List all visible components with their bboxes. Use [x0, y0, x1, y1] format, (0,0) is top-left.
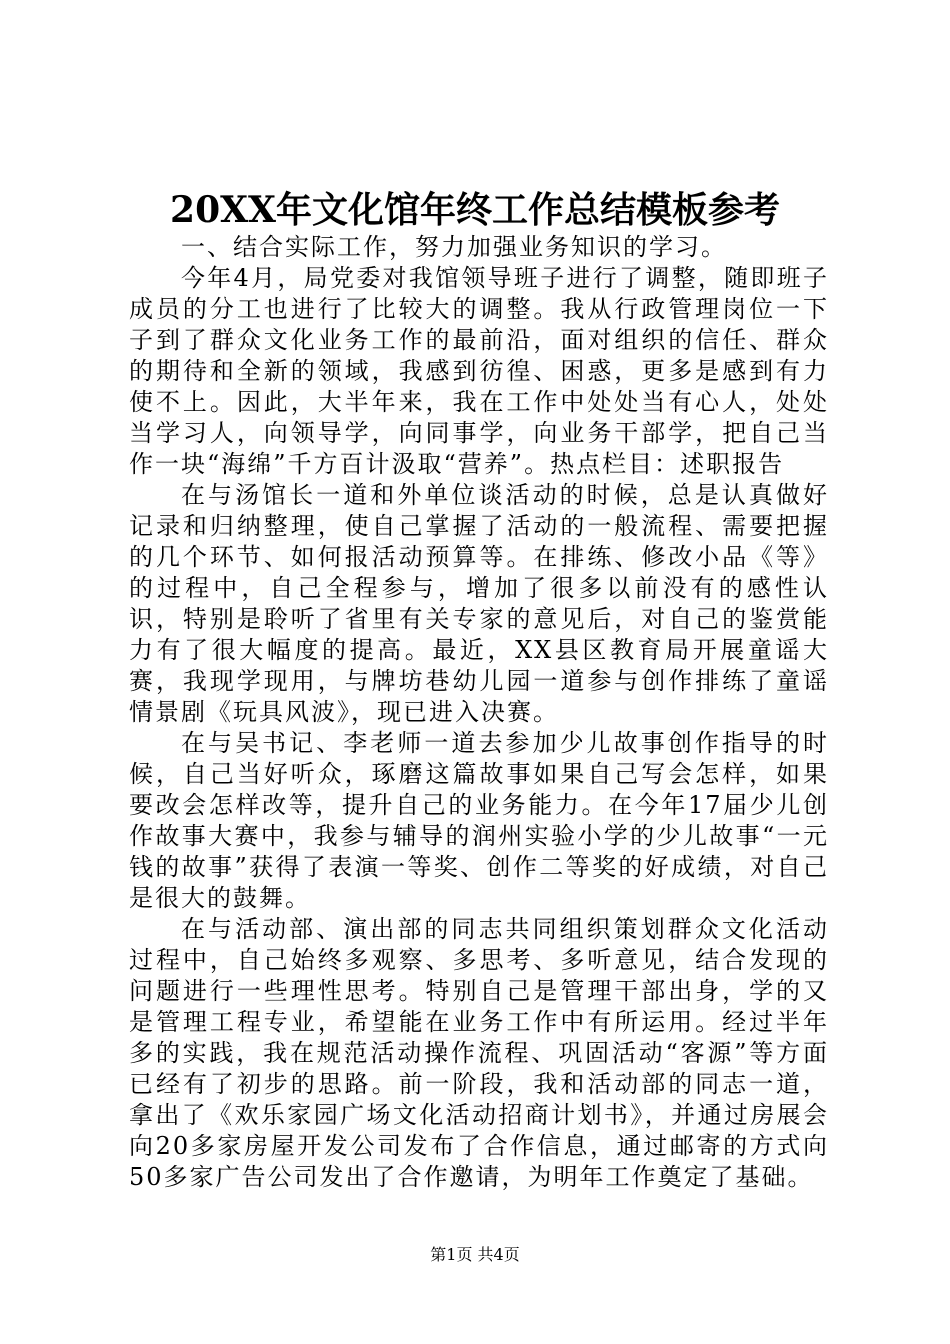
section-heading: 一、结合实际工作，努力加强业务知识的学习。 — [181, 233, 727, 261]
body-paragraph: 在与活动部、演出部的同志共同组织策划群众文化活动过程中，自己始终多观察、多思考、多听意见，结合发现的问题进行一些理性思考。特别自己是管理干部出身，学的又是管理工程专业，希望能在业务工作中有所运用。经过半年多的实践，我在规范活动操作流程、巩固活动“客源”等方面已经有了初步的思路。前一阶段，我和活动部的同志一道，拿出了《欢乐家园广场文化活动招商计划书》，并通过房展会向20多家房屋开发公司发布了合作信息，通过邮寄的方式向50多家广告公司发出了合作邀请，为明年工作奠定了基础。 — [129, 915, 829, 1191]
page-footer: 第1页 共4页 — [430, 1245, 520, 1264]
body-paragraph: 在与汤馆长一道和外单位谈活动的时候，总是认真做好记录和归纳整理，使自己掌握了活动的一般流程、需要把握的几个环节、如何报活动预算等。在排练、修改小品《等》的过程中，自己全程参与，增加了很多以前没有的感性认识，特别是聆听了省里有关专家的意见后，对自己的鉴赏能力有了很大幅度的提高。最近，XX县区教育局开展童谣大赛，我现学现用，与牌坊巷幼儿园一道参与创作排练了童谣情景剧《玩具风波》，现已进入决赛。 — [129, 481, 829, 726]
body-paragraph: 在与吴书记、李老师一道去参加少儿故事创作指导的时候，自己当好听众，琢磨这篇故事如果自己写会怎样，如果要改会怎样改等，提升自己的业务能力。在今年17届少儿创作故事大赛中，我参与辅导的润州实验小学的少儿故事“一元钱的故事”获得了表演一等奖、创作二等奖的好成绩，对自己是很大的鼓舞。 — [129, 729, 829, 912]
document-body — [129, 232, 829, 1193]
body-paragraph: 今年4月，局党委对我馆领导班子进行了调整，随即班子成员的分工也进行了比较大的调整。我从行政管理岗位一下子到了群众文化业务工作的最前沿，面对组织的信任、群众的期待和全新的领域，我感到彷徨、困惑，更多是感到有力使不上。因此，大半年来，我在工作中处处当有心人，处处当学习人，向领导学，向同事学，向业务干部学，把自己当作一块“海绵”千方百计汲取“营养”。热点栏目：述职报告 — [129, 264, 829, 478]
document-title: 20XX年文化馆年终工作总结模板参考 — [170, 189, 780, 231]
